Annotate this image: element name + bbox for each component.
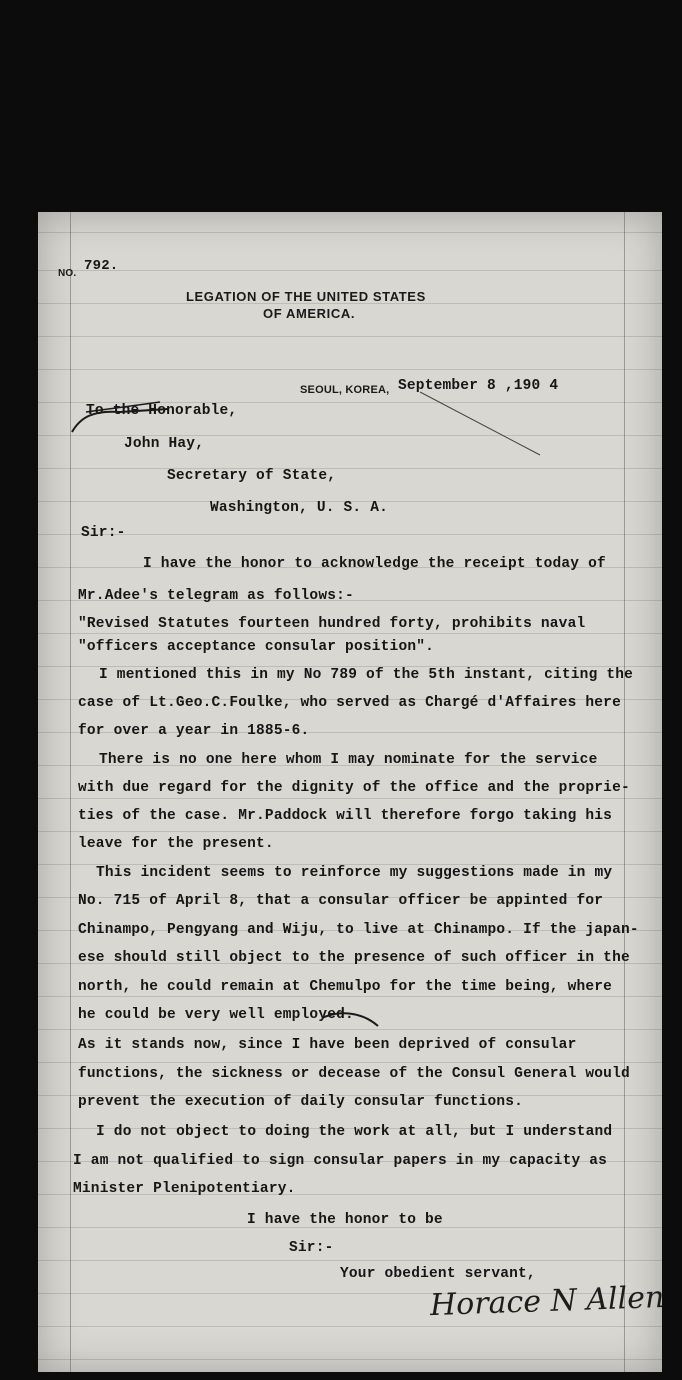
salutation: Sir:- (81, 525, 126, 541)
body-line: north, he could remain at Chemulpo for the time being, where (78, 979, 613, 995)
place: SEOUL, KOREA, (300, 384, 390, 396)
body-line: I do not object to doing the work at all, but I understand (96, 1124, 613, 1140)
letterhead-line-1: LEGATION OF THE UNITED STATES (186, 289, 426, 304)
letter-date: September 8 ,190 4 (398, 378, 559, 394)
body-line: I mentioned this in my No 789 of the 5th instant, citing the (99, 667, 634, 683)
closing-line-3: Your obedient servant, (340, 1266, 536, 1282)
pen-stroke (322, 1013, 378, 1026)
body-line: with due regard for the dignity of the office and the proprie- (78, 780, 630, 796)
handwritten-signature: Horace N Allen (429, 1279, 665, 1324)
address-line-3: Secretary of State, (167, 468, 337, 484)
despatch-number: 792. (84, 258, 119, 274)
letterhead-line-2: OF AMERICA. (263, 306, 356, 321)
body-line: I have the honor to acknowledge the receipt today of (143, 556, 606, 572)
body-line: No. 715 of April 8, that a consular officer be appinted for (78, 893, 604, 909)
body-line: Minister Plenipotentiary. (73, 1181, 296, 1197)
body-line: for over a year in 1885-6. (78, 723, 310, 739)
body-line: I am not qualified to sign consular papers in my capacity as (73, 1153, 608, 1169)
body-line: ties of the case. Mr.Paddock will therefore forgo taking his (78, 808, 613, 824)
body-line: ese should still object to the presence of such officer in the (78, 950, 630, 966)
closing-line-1: I have the honor to be (247, 1212, 443, 1228)
address-line-4: Washington, U. S. A. (210, 500, 389, 516)
body-line: Chinampo, Pengyang and Wiju, to live at Chinampo. If the japan- (78, 922, 639, 938)
body-line: prevent the execution of daily consular functions. (78, 1094, 524, 1110)
body-line: leave for the present. (78, 836, 274, 852)
body-line: case of Lt.Geo.C.Foulke, who served as Chargé d'Affaires here (78, 695, 621, 711)
closing-line-2: Sir:- (289, 1240, 334, 1256)
body-line: "officers acceptance consular position". (78, 639, 435, 655)
address-line-2: John Hay, (124, 436, 205, 452)
address-line-1: To the Honorable, (86, 403, 238, 419)
pen-stroke (420, 392, 540, 455)
number-label: NO. (58, 268, 77, 279)
body-line: he could be very well employed. (78, 1007, 354, 1023)
body-line: functions, the sickness or decease of the Consul General would (78, 1066, 630, 1082)
body-line: Mr.Adee's telegram as follows:- (78, 588, 354, 604)
body-line: "Revised Statutes fourteen hundred forty, prohibits naval (78, 616, 586, 632)
body-line: As it stands now, since I have been deprived of consular (78, 1037, 577, 1053)
body-line: This incident seems to reinforce my suggestions made in my (96, 865, 613, 881)
body-line: There is no one here whom I may nominate for the service (99, 752, 598, 768)
